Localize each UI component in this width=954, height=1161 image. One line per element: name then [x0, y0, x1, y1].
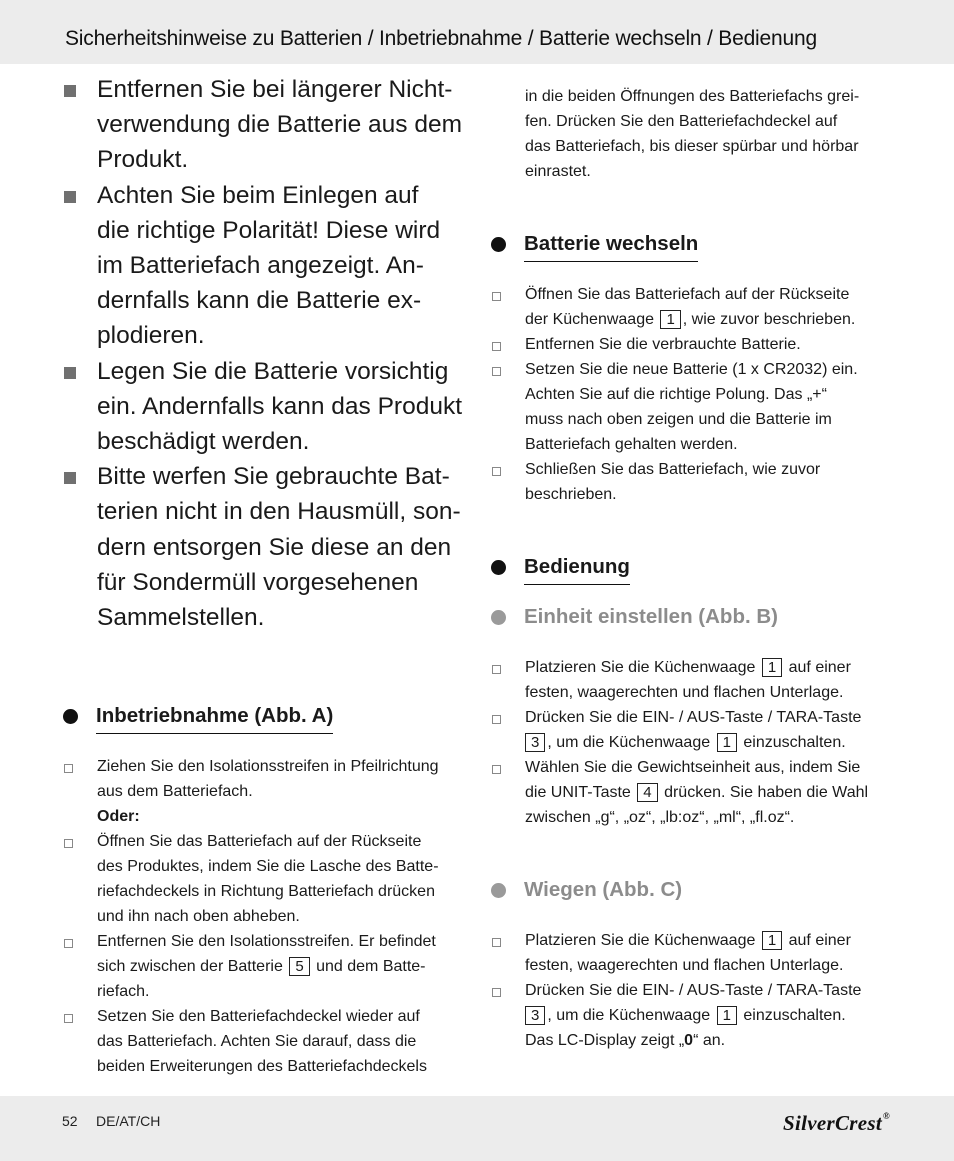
- wiegen-steps: [490, 928, 895, 1053]
- checkbox-bullet-icon: [492, 765, 501, 774]
- part-reference: 3: [525, 1006, 545, 1025]
- text-line: festen, waagerechten und flachen Unterlage.: [525, 684, 844, 701]
- locale-label: DE/AT/CH: [96, 1113, 161, 1129]
- checkbox-bullet-icon: [492, 292, 501, 301]
- step-item: [490, 928, 895, 978]
- text-line: Entfernen Sie den Isolationsstreifen. Er befindet: [97, 933, 436, 951]
- text-fragment: , um die Küchenwaage: [547, 734, 711, 751]
- text-line: Entfernen Sie bei längerer Nicht-: [97, 76, 453, 103]
- heading-text: Wiegen (Abb. C): [524, 878, 683, 901]
- step-item: [490, 332, 895, 357]
- circle-bullet-icon: [491, 237, 506, 252]
- text-fragment: einzuschalten.: [743, 1007, 846, 1024]
- page-title: Sicherheitshinweise zu Batterien / Inbetriebnahme / Batterie wechseln / Bedienung: [65, 27, 817, 50]
- text-line: Setzen Sie die neue Batterie (1 x CR2032) ein.: [525, 361, 858, 378]
- display-value: 0: [684, 1032, 694, 1049]
- einheit-steps: [490, 655, 895, 830]
- text-line: die richtige Polarität! Diese wird: [97, 216, 441, 244]
- text-fragment: Platzieren Sie die Küchenwaage: [525, 659, 756, 676]
- text-line: Achten Sie auf die richtige Polung. Das „+“: [525, 386, 827, 403]
- right-column: [490, 84, 895, 1053]
- text-line: [525, 780, 895, 805]
- text-line: [525, 1003, 895, 1028]
- text-line: muss nach oben zeigen und die Batterie im: [525, 411, 832, 428]
- text-fragment: auf einer: [788, 659, 851, 676]
- text-line: beschädigt werden.: [97, 428, 310, 456]
- square-bullet-icon: [64, 191, 76, 203]
- page-footer: [0, 1096, 954, 1161]
- step-item: [62, 829, 466, 929]
- text-line: [97, 954, 466, 979]
- safety-item: [62, 459, 466, 635]
- part-reference: 1: [660, 310, 680, 329]
- oder-label: Oder:: [97, 808, 140, 826]
- step-item: [62, 1004, 466, 1079]
- text-line: beiden Erweiterungen des Batteriefachdeckels: [97, 1058, 427, 1076]
- text-line: ein. Andernfalls kann das Produkt: [97, 392, 463, 420]
- square-bullet-icon: [64, 472, 76, 484]
- text-fragment: drücken. Sie haben die Wahl: [664, 784, 869, 801]
- heading-text: Batterie wechseln: [524, 230, 698, 262]
- text-line: Drücken Sie die EIN- / AUS-Taste / TARA-Taste: [525, 982, 862, 999]
- section-heading-bedienung: [490, 553, 895, 585]
- brand-name: SilverCrest: [782, 1111, 882, 1135]
- continued-step: [490, 84, 895, 184]
- text-line: [525, 928, 895, 953]
- safety-item: [62, 72, 466, 178]
- part-reference: 1: [717, 733, 737, 752]
- safety-item: [62, 354, 466, 460]
- part-reference: 1: [762, 931, 782, 950]
- checkbox-bullet-icon: [64, 839, 73, 848]
- checkbox-bullet-icon: [492, 467, 501, 476]
- checkbox-bullet-icon: [64, 764, 73, 773]
- text-line: verwendung die Batterie aus dem: [97, 111, 462, 139]
- text-fragment: auf einer: [788, 932, 851, 949]
- text-line: dernfalls kann die Batterie ex-: [97, 287, 422, 315]
- part-reference: 1: [762, 658, 782, 677]
- text-line: Setzen Sie den Batteriefachdeckel wieder auf: [97, 1008, 420, 1026]
- text-fragment: sich zwischen der Batterie: [97, 958, 283, 976]
- text-fragment: der Küchenwaage: [525, 311, 654, 328]
- safety-list: [62, 72, 466, 635]
- step-item: [490, 655, 895, 705]
- text-line: Schließen Sie das Batteriefach, wie zuvor: [525, 461, 821, 478]
- heading-text: Einheit einstellen (Abb. B): [524, 605, 778, 628]
- safety-item: [62, 178, 466, 354]
- checkbox-bullet-icon: [492, 715, 501, 724]
- checkbox-bullet-icon: [492, 665, 501, 674]
- part-reference: 1: [717, 1006, 737, 1025]
- circle-bullet-icon: [491, 883, 506, 898]
- text-line: Öffnen Sie das Batteriefach auf der Rückseite: [97, 833, 422, 851]
- text-line: festen, waagerechten und flachen Unterlage.: [525, 957, 844, 974]
- step-item: [490, 357, 895, 457]
- inbetriebnahme-steps: [62, 754, 466, 1079]
- text-line: Ziehen Sie den Isolationsstreifen in Pfeilrichtung: [97, 758, 439, 776]
- checkbox-bullet-icon: [64, 939, 73, 948]
- text-line: aus dem Batteriefach.: [97, 783, 253, 801]
- text-fragment: und dem Batte-: [316, 958, 426, 976]
- subheading-wiegen: [490, 876, 895, 904]
- part-reference: 3: [525, 733, 545, 752]
- checkbox-bullet-icon: [492, 988, 501, 997]
- text-line: im Batteriefach angezeigt. An-: [97, 252, 424, 280]
- text-line: riefachdeckels in Richtung Batteriefach drücken: [97, 883, 435, 901]
- registered-mark: ®: [882, 1111, 890, 1121]
- square-bullet-icon: [64, 85, 76, 97]
- text-fragment: Das LC-Display zeigt „: [525, 1032, 685, 1049]
- text-line: [525, 307, 895, 332]
- text-line: Bitte werfen Sie gebrauchte Bat-: [97, 463, 450, 491]
- text-line: plodieren.: [97, 322, 205, 350]
- checkbox-bullet-icon: [64, 1014, 73, 1023]
- text-line: für Sondermüll vorgesehenen: [97, 568, 419, 596]
- text-line: einrastet.: [525, 163, 591, 180]
- text-line: des Produktes, indem Sie die Lasche des Batte-: [97, 858, 439, 876]
- text-line: Wählen Sie die Gewichtseinheit aus, indem Sie: [525, 759, 861, 776]
- text-line: Achten Sie beim Einlegen auf: [97, 181, 419, 209]
- text-fragment: einzuschalten.: [743, 734, 846, 751]
- checkbox-bullet-icon: [492, 938, 501, 947]
- text-line: Sammelstellen.: [97, 604, 265, 632]
- step-item: [490, 457, 895, 507]
- text-line: Batteriefach gehalten werden.: [525, 436, 738, 453]
- circle-bullet-icon: [63, 709, 78, 724]
- text-line: Produkt.: [97, 146, 189, 174]
- text-fragment: “ an.: [693, 1032, 726, 1049]
- step-item: [490, 282, 895, 332]
- text-line: [525, 655, 895, 680]
- text-fragment: die UNIT-Taste: [525, 784, 631, 801]
- checkbox-bullet-icon: [492, 367, 501, 376]
- text-line: terien nicht in den Hausmüll, son-: [97, 498, 461, 526]
- text-fragment: , wie zuvor beschrieben.: [682, 311, 856, 328]
- text-line: und ihn nach oben abheben.: [97, 908, 300, 926]
- circle-bullet-icon: [491, 610, 506, 625]
- text-line: Öffnen Sie das Batteriefach auf der Rückseite: [525, 286, 850, 303]
- text-fragment: Platzieren Sie die Küchenwaage: [525, 932, 756, 949]
- text-line: Entfernen Sie die verbrauchte Batterie.: [525, 336, 801, 353]
- section-heading-batterie-wechseln: [490, 230, 895, 262]
- text-line: Drücken Sie die EIN- / AUS-Taste / TARA-Taste: [525, 709, 862, 726]
- text-line: fen. Drücken Sie den Batteriefachdeckel auf: [525, 113, 838, 130]
- step-item: [62, 754, 466, 804]
- step-item: [490, 705, 895, 755]
- text-line: Legen Sie die Batterie vorsichtig: [97, 357, 449, 385]
- checkbox-bullet-icon: [492, 342, 501, 351]
- batterie-wechseln-steps: [490, 282, 895, 507]
- step-item: [62, 929, 466, 1004]
- text-fragment: , um die Küchenwaage: [547, 1007, 711, 1024]
- part-reference: 5: [289, 957, 309, 976]
- step-item: [490, 978, 895, 1053]
- section-heading-inbetriebnahme: [62, 702, 466, 734]
- part-reference: 4: [637, 783, 657, 802]
- text-line: in die beiden Öffnungen des Batteriefachs grei-: [525, 88, 860, 105]
- text-line: zwischen „g“, „oz“, „lb:oz“, „ml“, „fl.oz“.: [525, 809, 795, 826]
- brand-logo: [783, 1111, 890, 1136]
- heading-text: Inbetriebnahme (Abb. A): [96, 702, 333, 734]
- square-bullet-icon: [64, 367, 76, 379]
- text-line: [525, 1028, 895, 1053]
- step-item: [490, 755, 895, 830]
- page-number: 52: [62, 1113, 78, 1129]
- circle-bullet-icon: [491, 560, 506, 575]
- text-line: [525, 730, 895, 755]
- heading-text: Bedienung: [524, 553, 630, 585]
- page-header: [0, 0, 954, 64]
- text-line: riefach.: [97, 983, 150, 1001]
- text-line: das Batteriefach. Achten Sie darauf, dass die: [97, 1033, 417, 1051]
- subheading-einheit-einstellen: [490, 603, 895, 631]
- text-line: das Batteriefach, bis dieser spürbar und hörbar: [525, 138, 859, 155]
- text-line: beschrieben.: [525, 486, 617, 503]
- text-line: dern entsorgen Sie diese an den: [97, 533, 452, 561]
- left-column: [62, 72, 466, 1079]
